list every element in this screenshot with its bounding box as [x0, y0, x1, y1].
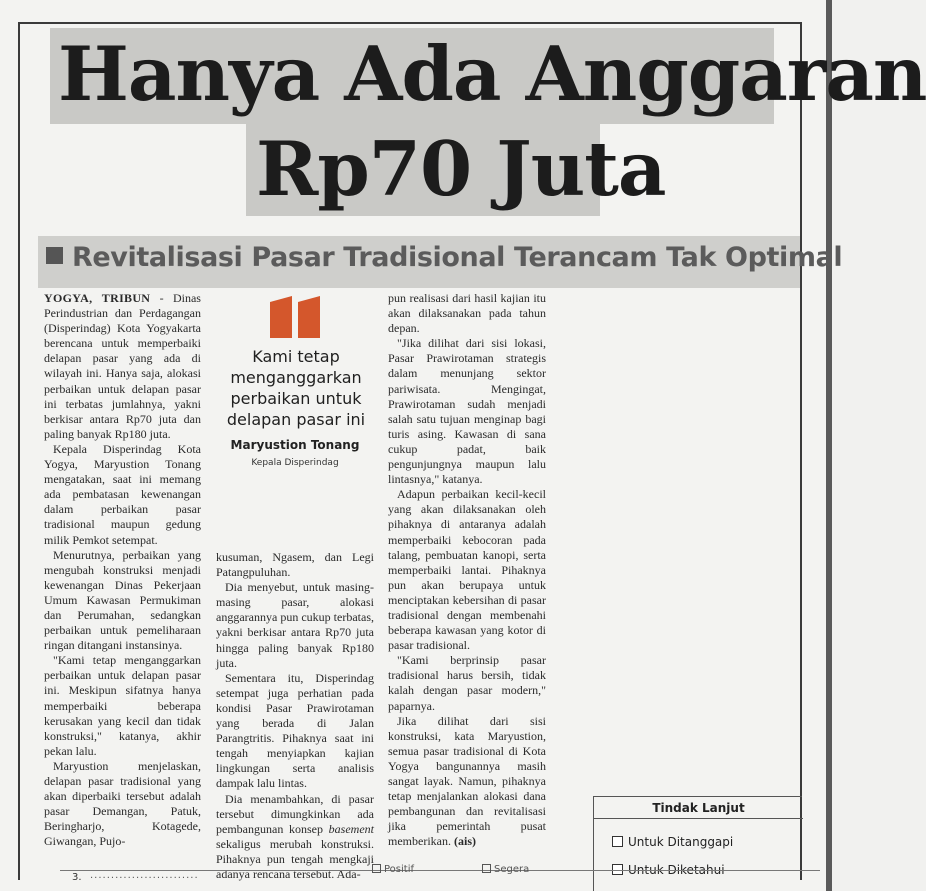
paragraph-with-signoff [388, 714, 546, 850]
article-column-2 [216, 550, 374, 882]
scan-edge [826, 0, 832, 891]
paragraph-with-italic: Dia menambahkan, di pasar tersebut dimungkinkan ada pembangunan konsep basement sekaligus merubah konstruksi. Pihaknya pun tengah mengkaji adanya rencana tersebut. Ada- [216, 791, 374, 881]
option-label: Untuk Diketahui [628, 863, 725, 877]
author-signoff: (ais) [453, 834, 476, 849]
lead-paragraph [44, 291, 201, 442]
quote-author: Maryustion Tonang [230, 438, 360, 452]
paragraph-text: Jika dilihat dari sisi konstruksi, kata Maryustion, semua pasar tradisional di Kota Yogya bangunannya masih sangat layak. Namun, pihaknya tetap menjalankan alokasi dana pembangunan dan revitalisasi jika pemerintah pusat memberikan. [388, 713, 546, 849]
paragraph: Kepala Disperindag Kota Yogya, Maryustion Tonang mengatakan, saat ini memang ada pembatasan kewenangan dalam perbaikan pasar tradisional maupun gedung milik Pemkot setempat. [44, 441, 201, 547]
headline-line-1: Hanya Ada Anggaran [58, 30, 926, 118]
dateline: YOGYA, TRIBUN [44, 291, 151, 305]
option-segera [482, 864, 529, 875]
checkbox-icon [372, 864, 381, 873]
paragraph: "Kami berprinsip pasar tradisional harus bersih, tidak kalah dengan pasar modern," paparnya. [388, 653, 546, 713]
italic-term: basement [328, 821, 374, 836]
quote-mark-icon [268, 294, 324, 340]
paragraph: "Kami tetap menganggarkan perbaikan untuk delapan pasar ini. Meskipun sifatnya hanya memperbaiki beberapa kerusakan yang kecil dan tidak konstruksi," katanya, akhir pekan lalu. [44, 653, 201, 758]
paragraph: Maryustion menjelaskan, delapan pasar tradisional yang akan diperbaiki tersebut adalah pasar Demangan, Patuk, Beringharjo, Kotagede, Giwangan, Pujo- [44, 758, 201, 849]
article-column-3 [388, 291, 546, 849]
paragraph: Adapun perbaikan kecil-kecil yang akan dilaksanakan oleh pihaknya di antaranya adalah memperbaiki kebocoran pada talang, pembuatan kanopi, serta memperbaiki lantai. Pihaknya pun akan berupaya untuk menciptakan kebersihan di pasar tradisional dengan membenahi beberapa kawasan yang kotor di pasar tradisional. [388, 487, 546, 653]
paragraph: "Jika dilihat dari sisi lokasi, Pasar Prawirotaman strategis dalam menunjang sektor pariwisata. Mengingat, Prawirotaman sudah menjadi salah satu tujuan menginap bagi turis asing. Kawasan di sana cukup padat, baik pengunjungnya maupun lalu lintasnya," katanya. [388, 336, 546, 487]
checkbox-icon[interactable] [612, 836, 623, 847]
follow-up-title: Tindak Lanjut [594, 797, 803, 819]
bottom-form-strip [20, 864, 802, 891]
option-label: Positif [384, 864, 414, 875]
quote-text: Kami tetap menganggarkan perbaikan untuk delapan pasar ini [226, 347, 366, 429]
square-bullet-icon [46, 247, 63, 264]
pull-quote [210, 288, 380, 533]
row-number: 3. [72, 872, 82, 883]
lead-text: - Dinas Perindustrian dan Perdagangan (Disperindag) Kota Yogyakarta berencana untuk memperbaiki delapan pasar yang ada di wilayah ini. Hanya saja, alokasi perbaikan untuk delapan pasar ini terbatas jumlahnya, yakni berkisar antara Rp70 juta dan paling banyak Rp180 juta. [44, 291, 201, 441]
paragraph: Menurutnya, perbaikan yang mengubah konstruksi menjadi kewenangan Dinas Pekerjaan Umum Kawasan Permukiman dan Perumahan, sedangkan perbaikan untuk pemeliharaan ringan ditangani instansinya. [44, 547, 201, 653]
option-label: Segera [494, 864, 530, 875]
paragraph: pun realisasi dari hasil kajian itu akan dilaksanakan pada tahun depan. [388, 291, 546, 336]
follow-up-option-respond[interactable] [612, 835, 733, 849]
headline-line-2: Rp70 Juta [256, 125, 666, 213]
paragraph: Dia menyebut, untuk masing-masing pasar, alokasi anggarannya pun cukup terbatas, yakni berkisar antara Rp70 juta hingga paling banyak Rp180 juta. [216, 580, 374, 670]
paragraph: Sementara itu, Disperindag setempat juga perhatian pada kondisi Pasar Prawirotaman yang berada di Jalan Parangtritis. Pihaknya saat ini tengah menyiapkan kajian lingkungan serta analisis dampak lalu lintas. [216, 670, 374, 791]
dotted-fill: .......................... [90, 870, 199, 881]
subheadline-text: Revitalisasi Pasar Tradisional Terancam Tak Optimal [72, 242, 843, 273]
checkbox-icon [482, 864, 491, 873]
quote-author-role: Kepala Disperindag [251, 458, 339, 468]
paragraph: kusuman, Ngasem, dan Legi Patangpuluhan. [216, 550, 374, 580]
subheadline [46, 242, 842, 273]
option-positif [372, 864, 414, 875]
option-label: Untuk Ditanggapi [628, 835, 734, 849]
article-column-1 [44, 291, 201, 849]
